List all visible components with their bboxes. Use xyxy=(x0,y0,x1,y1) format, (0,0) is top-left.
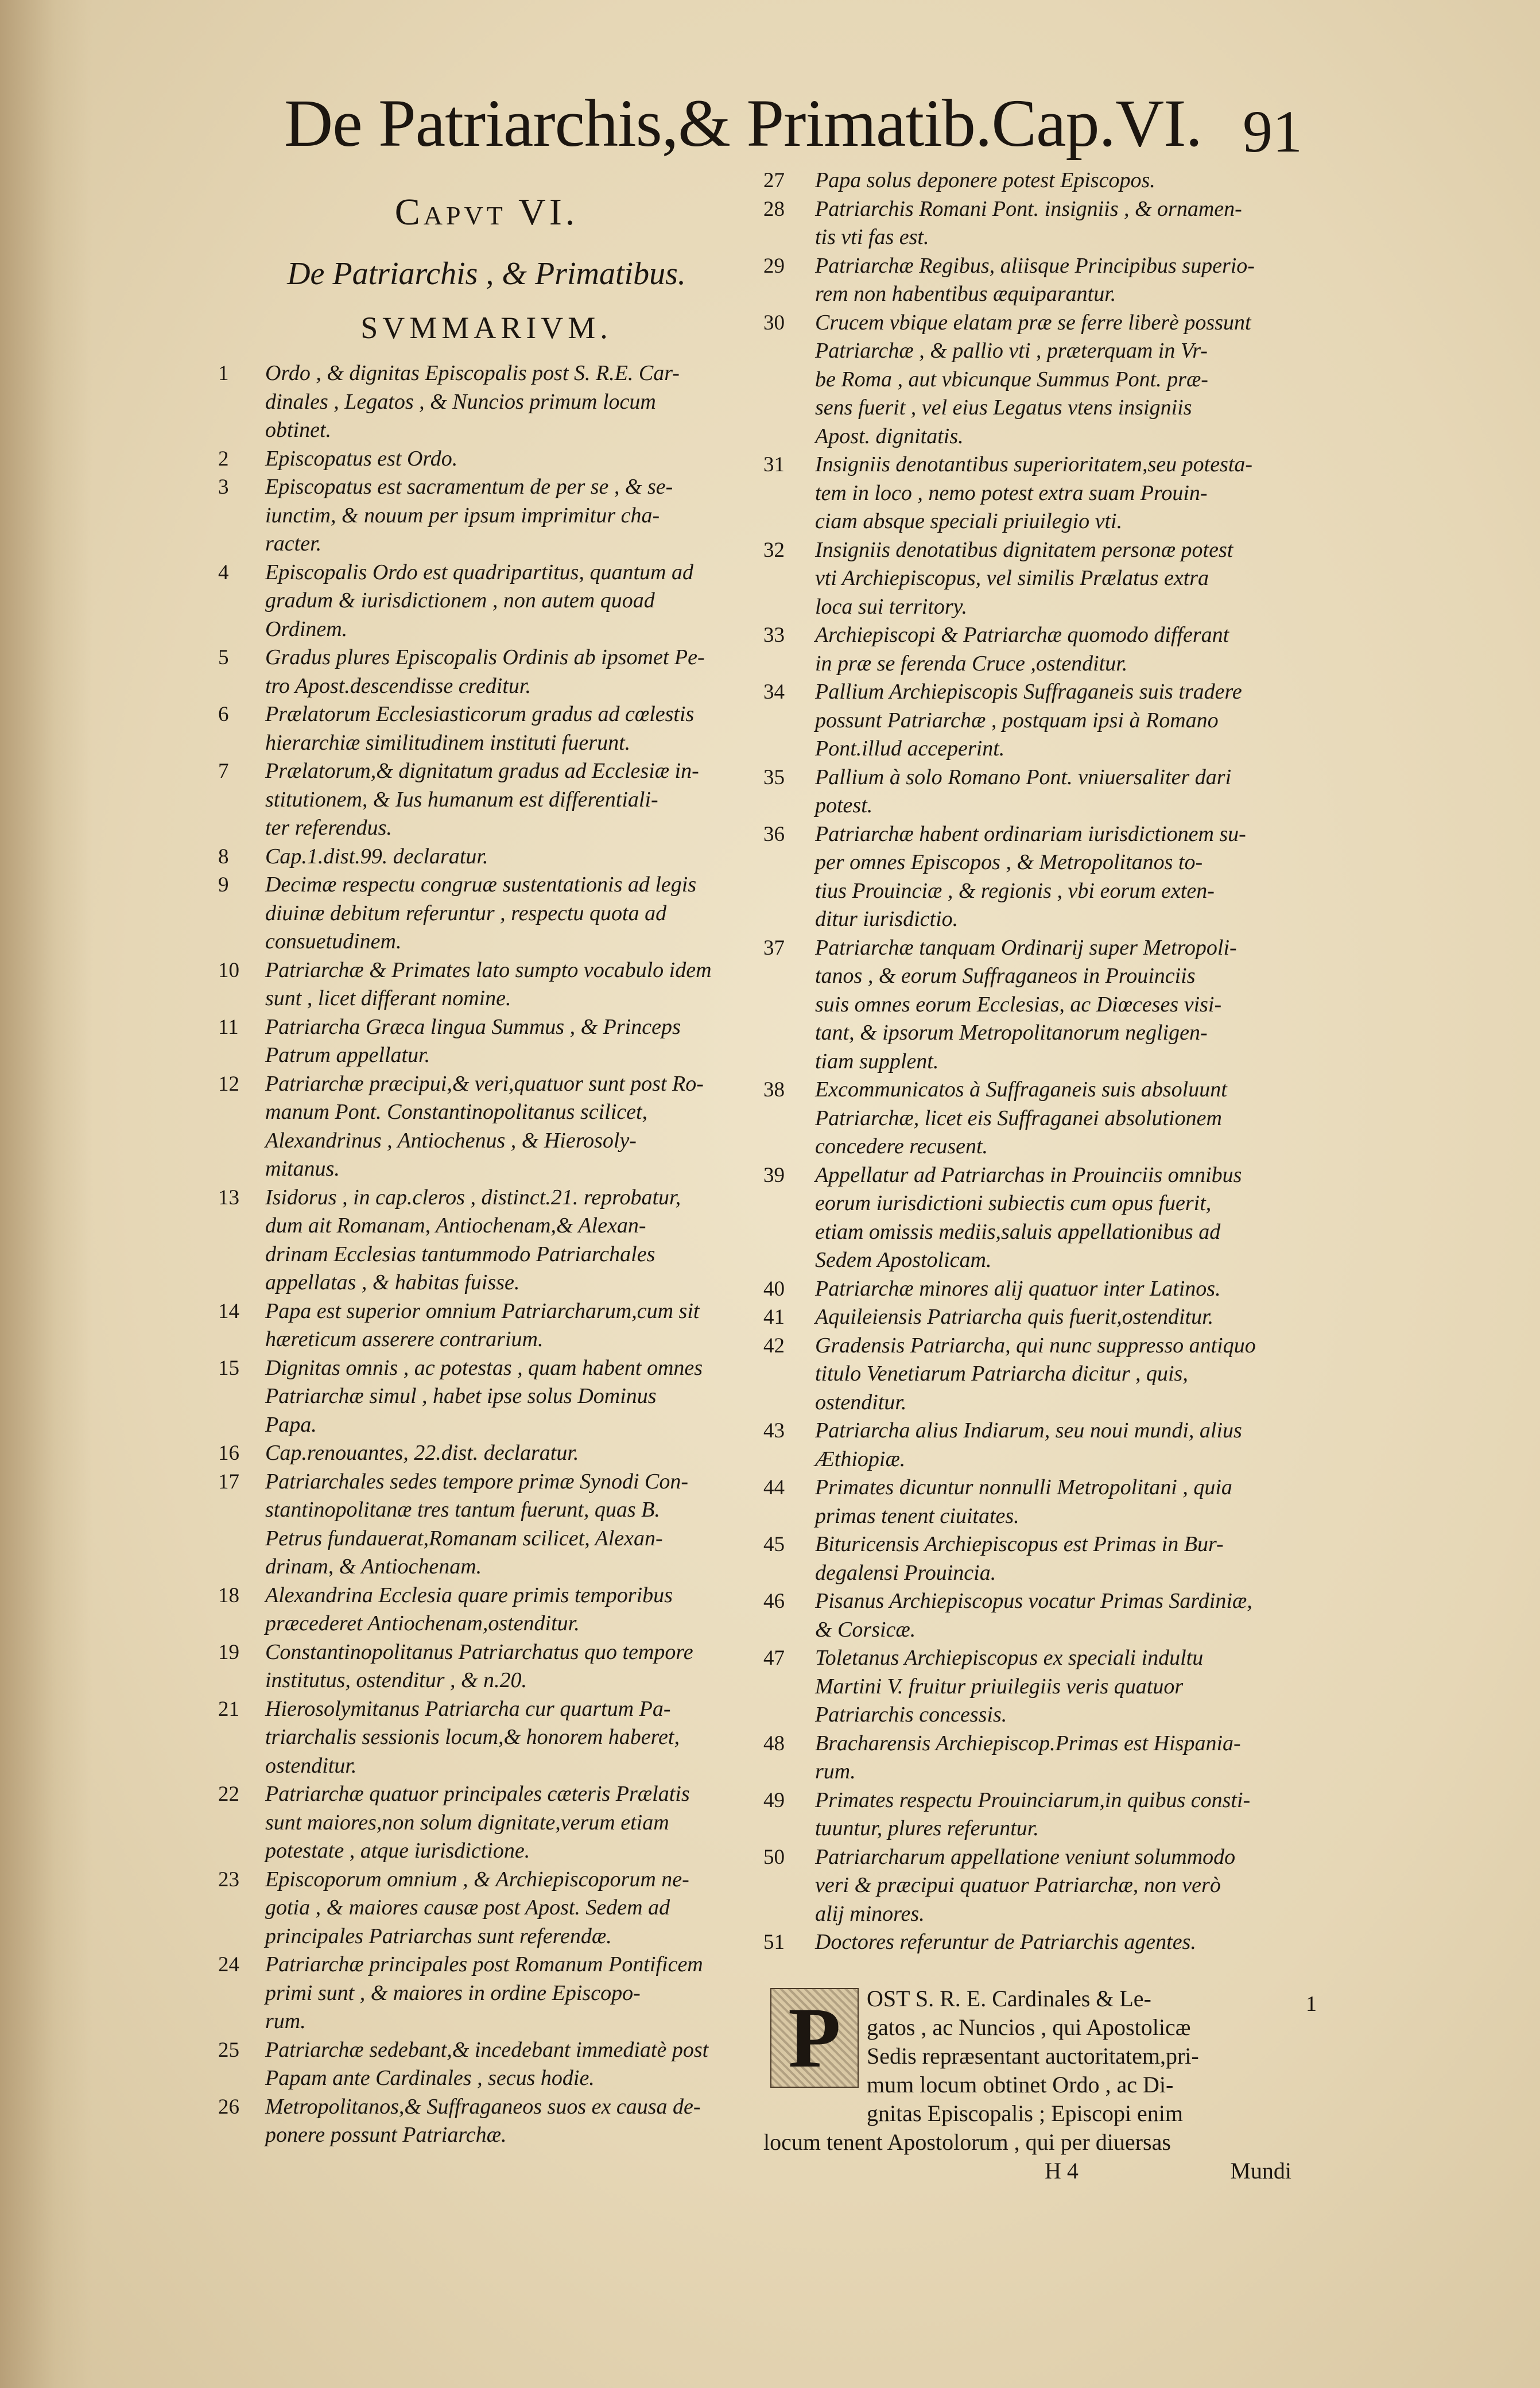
entry-text-line: Ordinem. xyxy=(265,617,348,641)
entry-text-line: iunctim, & nouum per ipsum imprimitur cha- xyxy=(265,503,660,528)
entry-text-line: concedere recusent. xyxy=(815,1134,988,1158)
entry-number: 8 xyxy=(218,844,229,869)
entry-text-line: Aquileiensis Patriarcha quis fuerit,ostenditur. xyxy=(815,1305,1214,1329)
margin-number: 1 xyxy=(1306,1991,1317,2016)
body-line: Sedis repræsentant auctoritatem,pri- xyxy=(867,2042,1199,2069)
entry-number: 24 xyxy=(218,1953,239,1976)
summary-entry xyxy=(218,445,755,474)
summary-entry xyxy=(218,1638,755,1695)
entry-text-line: præcederet Antiochenam,ostenditur. xyxy=(265,1611,580,1635)
summary-entry xyxy=(218,643,755,700)
entry-number: 19 xyxy=(218,1640,239,1664)
entry-number: 7 xyxy=(218,759,229,783)
entry-text-line: appellatas , & habitas fuisse. xyxy=(265,1270,520,1294)
summary-entry xyxy=(218,700,755,757)
page-number: 91 xyxy=(1243,99,1302,165)
entry-number: 38 xyxy=(763,1078,785,1102)
entry-number: 5 xyxy=(218,646,229,669)
entry-text-line: stantinopolitanæ tres tantum fuerunt, quas B. xyxy=(265,1498,660,1522)
entry-text-line: Cap.renouantes, 22.dist. declaratur. xyxy=(265,1441,579,1465)
summary-entry xyxy=(218,1581,755,1638)
entry-text-line: in præ se ferenda Cruce ,ostenditur. xyxy=(815,651,1128,676)
entry-number: 36 xyxy=(763,822,785,846)
summary-entry xyxy=(218,1297,755,1354)
summary-list-right xyxy=(763,166,1294,1957)
left-column xyxy=(218,172,755,2150)
summary-entry xyxy=(763,309,1294,451)
entry-text-line: Patriarchæ Regibus, aliisque Principibus superio- xyxy=(815,253,1255,278)
entry-text-line: primi sunt , & maiores in ordine Episcopo- xyxy=(265,1980,641,2005)
entry-text-line: tis vti fas est. xyxy=(815,225,929,249)
entry-text-line: Excommunicatos à Suffraganeis suis absoluunt xyxy=(815,1077,1227,1102)
entry-number: 9 xyxy=(218,873,229,897)
entry-number: 31 xyxy=(763,453,785,476)
entry-text-line: ostenditur. xyxy=(815,1390,907,1414)
summary-entry xyxy=(763,1332,1294,1417)
entry-text-line: dum ait Romanam, Antiochenam,& Alexan- xyxy=(265,1214,646,1238)
entry-number: 37 xyxy=(763,936,785,960)
entry-number: 48 xyxy=(763,1731,785,1755)
entry-text-line: Patriarcha Græca lingua Summus , & Princeps xyxy=(265,1014,681,1039)
entry-number: 47 xyxy=(763,1646,785,1670)
entry-number: 50 xyxy=(763,1845,785,1869)
entry-text-line: tem in loco , nemo potest extra suam Prouin- xyxy=(815,480,1208,505)
entry-text-line: Patrum appellatur. xyxy=(265,1043,430,1067)
entry-text-line: Primates dicuntur nonnulli Metropolitani , quia xyxy=(815,1475,1232,1499)
decorated-initial xyxy=(770,1988,859,2088)
summary-entry xyxy=(763,678,1294,763)
entry-text-line: rum. xyxy=(815,1759,856,1784)
entry-number: 12 xyxy=(218,1072,239,1096)
entry-number: 23 xyxy=(218,1867,239,1891)
entry-number: 13 xyxy=(218,1185,239,1209)
entry-text-line: Prælatorum Ecclesiasticorum gradus ad cœlestis xyxy=(265,702,695,726)
entry-text-line: Papa solus deponere potest Episcopos. xyxy=(815,168,1155,192)
summary-entry xyxy=(218,1780,755,1866)
entry-text-line: Patriarchæ quatuor principales cæteris Prælatis xyxy=(265,1782,690,1806)
entry-number: 49 xyxy=(763,1788,785,1812)
entry-text-line: per omnes Episcopos , & Metropolitanos to- xyxy=(815,850,1203,874)
entry-text-line: Patriarchis Romani Pont. insigniis , & ornamen- xyxy=(815,196,1242,221)
entry-text-line: Petrus fundauerat,Romanam scilicet, Alexan- xyxy=(265,1526,663,1550)
entry-text-line: Martini V. fruitur priuilegiis veris quatuor xyxy=(815,1674,1184,1699)
entry-text-line: Episcopalis Ordo est quadripartitus, quantum ad xyxy=(265,560,693,584)
summary-entry xyxy=(763,763,1294,820)
entry-text-line: Insigniis denotatibus dignitatem personæ potest xyxy=(815,537,1233,562)
summary-entry xyxy=(763,1928,1294,1957)
entry-text-line: Patriarchæ principales post Romanum Pontificem xyxy=(265,1952,703,1976)
entry-text-line: Patriarcharum appellatione veniunt solummodo xyxy=(815,1844,1236,1869)
summary-entry xyxy=(763,621,1294,678)
entry-number: 33 xyxy=(763,623,785,647)
summary-entry xyxy=(763,1786,1294,1843)
entry-number: 43 xyxy=(763,1419,785,1443)
entry-text-line: Episcopatus est sacramentum de per se , & se- xyxy=(265,475,673,499)
summary-entry xyxy=(218,1013,755,1070)
entry-text-line: Patriarchæ , & pallio vti , præterquam in Vr- xyxy=(815,339,1208,363)
entry-text-line: Patriarchæ minores alij quatuor inter Latinos. xyxy=(815,1276,1221,1301)
entry-text-line: Patriarchis concessis. xyxy=(815,1703,1007,1727)
entry-text-line: Pallium Archiepiscopis Suffraganeis suis tradere xyxy=(815,680,1242,704)
summary-entry xyxy=(763,195,1294,252)
summary-entry xyxy=(763,252,1294,309)
summary-entry xyxy=(763,1644,1294,1730)
entry-number: 21 xyxy=(218,1697,239,1721)
summary-entry xyxy=(763,1474,1294,1530)
entry-number: 16 xyxy=(218,1441,239,1465)
entry-text-line: eorum iurisdictioni subiectis cum opus fuerit, xyxy=(815,1191,1212,1215)
entry-number: 51 xyxy=(763,1930,785,1954)
summary-entry xyxy=(763,1076,1294,1161)
entry-text-line: Episcoporum omnium , & Archiepiscoporum ne- xyxy=(265,1867,689,1891)
entry-text-line: potest. xyxy=(815,793,873,817)
entry-text-line: sens fuerit , vel eius Legatus vtens insigniis xyxy=(815,396,1192,420)
entry-number: 22 xyxy=(218,1782,239,1806)
entry-text-line: racter. xyxy=(265,532,322,556)
entry-text-line: Appellatur ad Patriarchas in Prouinciis omnibus xyxy=(815,1162,1242,1187)
entry-text-line: primas tenent ciuitates. xyxy=(815,1503,1019,1528)
entry-text-line: Patriarchæ præcipui,& veri,quatuor sunt post Ro- xyxy=(265,1071,704,1096)
entry-text-line: possunt Patriarchæ , postquam ipsi à Romano xyxy=(815,708,1219,732)
chapter-subtitle: De Patriarchis , & Primatibus. xyxy=(287,256,686,292)
summary-entry xyxy=(763,1303,1294,1332)
entry-text-line: hæreticum asserere contrarium. xyxy=(265,1327,544,1351)
entry-text-line: Pisanus Archiepiscopus vocatur Primas Sardiniæ, xyxy=(815,1589,1252,1613)
body-line: OST S. R. E. Cardinales & Le- xyxy=(867,1985,1151,2011)
entry-text-line: Toletanus Archiepiscopus ex speciali indultu xyxy=(815,1646,1204,1670)
entry-number: 11 xyxy=(218,1015,239,1039)
summary-entry xyxy=(763,166,1294,195)
entry-text-line: tanos , & eorum Suffraganeos in Prouinciis xyxy=(815,964,1196,988)
entry-text-line: Gradensis Patriarcha, qui nunc suppresso antiquo xyxy=(815,1333,1256,1358)
entry-text-line: Gradus plures Episcopalis Ordinis ab ipsomet Pe- xyxy=(265,645,705,669)
entry-text-line: obtinet. xyxy=(265,418,332,442)
entry-number: 35 xyxy=(763,765,785,789)
entry-text-line: Episcopatus est Ordo. xyxy=(265,446,458,471)
entry-text-line: Hierosolymitanus Patriarcha cur quartum Pa- xyxy=(265,1696,671,1721)
entry-number: 42 xyxy=(763,1333,785,1358)
summary-entry xyxy=(763,536,1294,622)
entry-number: 2 xyxy=(218,447,229,471)
entry-text-line: Pallium à solo Romano Pont. vniuersaliter dari xyxy=(815,765,1232,789)
summary-heading: SVMMARIVM. xyxy=(360,311,612,345)
entry-text-line: Dignitas omnis , ac potestas , quam habent omnes xyxy=(265,1355,703,1380)
entry-number: 34 xyxy=(763,680,785,704)
entry-text-line: Insigniis denotantibus superioritatem,seu potesta- xyxy=(815,452,1253,476)
running-head-title: De Patriarchis,& Primatib.Cap.VI. xyxy=(284,86,1202,161)
entry-number: 44 xyxy=(763,1476,785,1499)
summary-entry xyxy=(218,1695,755,1781)
entry-text-line: Bituricensis Archiepiscopus est Primas in Bur- xyxy=(815,1532,1224,1556)
entry-text-line: tius Prouinciæ , & regionis , vbi eorum exten- xyxy=(815,878,1215,903)
entry-number: 30 xyxy=(763,311,785,335)
summary-entry xyxy=(763,820,1294,934)
entry-text-line: consuetudinem. xyxy=(265,929,402,953)
entry-text-line: dinales , Legatos , & Nuncios primum locum xyxy=(265,389,656,414)
summary-entry xyxy=(218,1468,755,1581)
entry-text-line: sunt maiores,non solum dignitate,verum etiam xyxy=(265,1810,669,1835)
entry-number: 15 xyxy=(218,1356,239,1380)
entry-number: 46 xyxy=(763,1590,785,1613)
entry-text-line: etiam omissis mediis,saluis appellationibus ad xyxy=(815,1219,1221,1244)
summary-entry xyxy=(218,1951,755,2036)
entry-text-line: ponere possunt Patriarchæ. xyxy=(265,2123,507,2147)
chapter-body xyxy=(763,1984,1317,2283)
body-line: gnitas Episcopalis ; Episcopi enim xyxy=(867,2100,1184,2126)
entry-text-line: institutus, ostenditur , & n.20. xyxy=(265,1668,527,1692)
entry-text-line: Decimæ respectu congruæ sustentationis ad legis xyxy=(265,873,697,897)
entry-text-line: tro Apost.descendisse creditur. xyxy=(265,673,531,698)
initial-letter: P xyxy=(788,1990,841,2085)
entry-text-line: drinam Ecclesias tantummodo Patriarchales xyxy=(265,1242,655,1266)
entry-text-line: be Roma , aut vbicunque Summus Pont. præ- xyxy=(815,367,1208,391)
entry-text-line: Papam ante Cardinales , secus hodie. xyxy=(265,2066,595,2090)
summary-entry xyxy=(218,359,755,445)
entry-text-line: Papa est superior omnium Patriarcharum,cum sit xyxy=(265,1298,700,1323)
body-line: locum tenent Apostolorum , qui per diuersas xyxy=(763,2129,1171,2155)
summary-entry xyxy=(218,2093,755,2150)
entry-text-line: Bracharensis Archiepiscop.Primas est Hispania- xyxy=(815,1731,1241,1755)
summary-entry xyxy=(763,451,1294,536)
entry-number: 1 xyxy=(218,362,229,385)
entry-text-line: Prælatorum,& dignitatum gradus ad Ecclesiæ in- xyxy=(265,759,699,783)
entry-text-line: ditur iurisdictio. xyxy=(815,907,959,931)
entry-number: 10 xyxy=(218,958,239,982)
entry-number: 18 xyxy=(218,1583,239,1607)
summary-entry xyxy=(218,843,755,871)
entry-text-line: Patriarchæ, licet eis Suffraganei absolutionem xyxy=(815,1106,1222,1130)
summary-entry xyxy=(763,1417,1294,1474)
entry-text-line: alij minores. xyxy=(815,1901,925,1926)
entry-text-line: rum. xyxy=(265,2009,306,2033)
entry-text-line: Doctores referuntur de Patriarchis agentes. xyxy=(815,1930,1196,1954)
entry-text-line: Metropolitanos,& Suffraganeos suos ex causa de- xyxy=(265,2094,701,2119)
entry-text-line: Æthiopiæ. xyxy=(815,1447,906,1471)
entry-text-line: ter referendus. xyxy=(265,816,392,840)
summary-entry xyxy=(763,1587,1294,1644)
entry-number: 41 xyxy=(763,1305,785,1329)
summary-entry xyxy=(763,1530,1294,1587)
entry-text-line: manum Pont. Constantinopolitanus scilicet, xyxy=(265,1100,648,1124)
entry-text-line: suis omnes eorum Ecclesias, ac Diœceses visi- xyxy=(815,992,1222,1017)
entry-number: 26 xyxy=(218,2095,239,2119)
entry-text-line: Apost. dignitatis. xyxy=(815,424,964,448)
right-column xyxy=(763,166,1317,2283)
entry-text-line: stitutionem, & Ius humanum est differentiali- xyxy=(265,787,658,812)
entry-number: 17 xyxy=(218,1470,239,1494)
chapter-heading: Capvt VI. xyxy=(394,191,579,233)
entry-number: 28 xyxy=(763,197,785,221)
entry-text-line: Crucem vbique elatam præ se ferre liberè possunt xyxy=(815,310,1251,335)
entry-text-line: Alexandrina Ecclesia quare primis temporibus xyxy=(265,1583,673,1607)
entry-number: 27 xyxy=(763,169,785,192)
entry-number: 45 xyxy=(763,1533,785,1556)
entry-text-line: sunt , licet differant nomine. xyxy=(265,986,511,1010)
summary-entry xyxy=(218,1866,755,1951)
entry-text-line: potestate , atque iurisdictione. xyxy=(265,1839,530,1863)
entry-text-line: Patriarcha alius Indiarum, seu noui mundi, alius xyxy=(815,1418,1242,1443)
entry-text-line: ciam absque speciali priuilegio vti. xyxy=(815,509,1123,533)
catchword: Mundi xyxy=(1230,2157,1291,2184)
entry-text-line: Constantinopolitanus Patriarchatus quo tempore xyxy=(265,1639,693,1664)
entry-text-line: Primates respectu Prouinciarum,in quibus consti- xyxy=(815,1788,1251,1812)
summary-entry xyxy=(763,934,1294,1076)
summary-entry xyxy=(218,473,755,559)
summary-list-left xyxy=(218,359,755,2150)
entry-text-line: & Corsicæ. xyxy=(815,1617,916,1642)
summary-entry xyxy=(218,559,755,644)
entry-text-line: Isidorus , in cap.cleros , distinct.21. reprobatur, xyxy=(265,1185,681,1209)
summary-entry xyxy=(218,1439,755,1468)
entry-text-line: Ordo , & dignitas Episcopalis post S. R.E. Car- xyxy=(265,361,680,385)
entry-text-line: tant, & ipsorum Metropolitanorum negligen- xyxy=(815,1021,1208,1045)
entry-text-line: Sedem Apostolicam. xyxy=(815,1248,992,1272)
summary-entry xyxy=(218,956,755,1013)
entry-text-line: ostenditur. xyxy=(265,1753,357,1778)
entry-text-line: gradum & iurisdictionem , non autem quoad xyxy=(265,588,655,612)
entry-text-line: mitanus. xyxy=(265,1157,340,1181)
entry-text-line: loca sui territory. xyxy=(815,594,967,619)
entry-text-line: titulo Venetiarum Patriarcha dicitur , quis, xyxy=(815,1362,1188,1386)
summary-entry xyxy=(218,1354,755,1440)
summary-entry xyxy=(218,757,755,843)
entry-number: 39 xyxy=(763,1163,785,1187)
entry-text-line: veri & præcipui quatuor Patriarchæ, non verò xyxy=(815,1873,1221,1897)
entry-number: 14 xyxy=(218,1299,239,1323)
entry-text-line: tuuntur, plures referuntur. xyxy=(815,1816,1039,1840)
summary-entry xyxy=(218,1184,755,1297)
entry-text-line: Patriarchæ & Primates lato sumpto vocabulo idem xyxy=(265,957,712,982)
entry-text-line: Pont.illud acceperint. xyxy=(815,736,1005,761)
signature-mark: H 4 xyxy=(1045,2157,1079,2184)
entry-number: 25 xyxy=(218,2038,239,2062)
entry-text-line: Cap.1.dist.99. declaratur. xyxy=(265,844,488,869)
body-line: mum locum obtinet Ordo , ac Di- xyxy=(867,2071,1174,2098)
summary-entry xyxy=(218,871,755,956)
entry-text-line: triarchalis sessionis locum,& honorem haberet, xyxy=(265,1725,680,1749)
entry-text-line: Archiepiscopi & Patriarchæ quomodo differant xyxy=(815,623,1229,647)
summary-entry xyxy=(763,1843,1294,1929)
entry-text-line: diuinæ debitum referuntur , respectu quota ad xyxy=(265,901,667,925)
entry-text-line: Patriarchæ habent ordinariam iurisdictionem su- xyxy=(815,821,1246,846)
entry-number: 40 xyxy=(763,1277,785,1301)
entry-text-line: principales Patriarchas sunt referendæ. xyxy=(265,1924,612,1948)
entry-text-line: hierarchiæ similitudinem instituti fuerunt. xyxy=(265,730,631,755)
summary-entry xyxy=(763,1161,1294,1275)
entry-text-line: drinam, & Antiochenam. xyxy=(265,1554,482,1579)
summary-entry xyxy=(218,1070,755,1184)
entry-number: 6 xyxy=(218,703,229,726)
summary-entry xyxy=(763,1275,1294,1304)
entry-text-line: Patriarchæ tanquam Ordinarij super Metropoli- xyxy=(815,935,1237,960)
summary-entry xyxy=(218,2036,755,2093)
entry-number: 3 xyxy=(218,475,229,499)
entry-number: 32 xyxy=(763,538,785,562)
entry-text-line: Papa. xyxy=(265,1412,317,1437)
entry-text-line: gotia , & maiores causæ post Apost. Sedem ad xyxy=(265,1895,670,1920)
entry-number: 4 xyxy=(218,560,229,584)
entry-text-line: tiam supplent. xyxy=(815,1049,939,1073)
entry-text-line: degalensi Prouincia. xyxy=(815,1560,996,1585)
entry-text-line: rem non habentibus æquiparantur. xyxy=(815,282,1116,306)
entry-text-line: Patriarchæ sedebant,& incedebant immediatè post xyxy=(265,2037,709,2062)
entry-text-line: Patriarchæ simul , habet ipse solus Dominus xyxy=(265,1384,657,1408)
summary-entry xyxy=(763,1730,1294,1786)
entry-text-line: Alexandrinus , Antiochenus , & Hierosoly- xyxy=(265,1128,637,1153)
entry-text-line: Patriarchales sedes tempore primæ Synodi Con- xyxy=(265,1469,689,1494)
body-line: gatos , ac Nuncios , qui Apostolicæ xyxy=(867,2014,1191,2040)
entry-text-line: vti Archiepiscopus, vel similis Prælatus extra xyxy=(815,566,1209,590)
entry-number: 29 xyxy=(763,254,785,278)
